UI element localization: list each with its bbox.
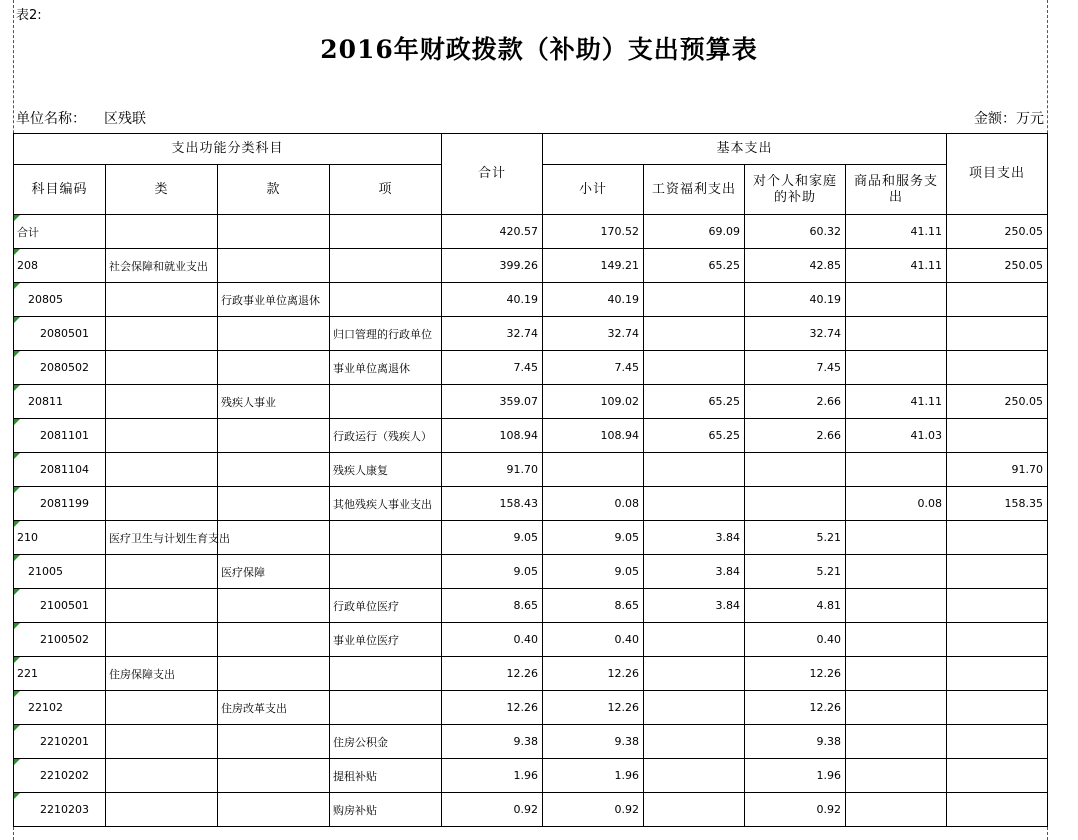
cell-total[interactable]: 8.65 <box>442 589 543 623</box>
table-row <box>14 453 1048 487</box>
cell-personal[interactable]: 12.26 <box>745 657 846 691</box>
cell-kuan[interactable] <box>218 657 330 691</box>
unit-info <box>16 108 146 128</box>
cell-code[interactable]: 2210201 <box>14 725 106 759</box>
cell-xiang[interactable]: 住房公积金 <box>330 725 442 759</box>
table-row <box>14 623 1048 657</box>
cell-wages[interactable] <box>644 657 745 691</box>
cell-xiang[interactable] <box>330 215 442 249</box>
cell-personal[interactable]: 60.32 <box>745 215 846 249</box>
cell-total[interactable]: 1.96 <box>442 759 543 793</box>
cell-code[interactable]: 21005 <box>14 555 106 589</box>
cell-xiang[interactable]: 事业单位医疗 <box>330 623 442 657</box>
cell-xiang[interactable]: 购房补贴 <box>330 793 442 827</box>
cell-total[interactable]: 9.05 <box>442 555 543 589</box>
header-subtotal: 小计 <box>543 165 644 215</box>
cell-xiang[interactable]: 提租补贴 <box>330 759 442 793</box>
cell-wages[interactable]: 3.84 <box>644 521 745 555</box>
cell-wages[interactable] <box>644 317 745 351</box>
cell-lei[interactable] <box>106 691 218 725</box>
cell-goods[interactable]: 41.11 <box>846 385 947 419</box>
cell-goods[interactable] <box>846 589 947 623</box>
cell-total[interactable]: 9.05 <box>442 521 543 555</box>
cell-project[interactable] <box>947 521 1048 555</box>
cell-goods[interactable] <box>846 521 947 555</box>
cell-goods[interactable] <box>846 657 947 691</box>
cell-wages[interactable]: 65.25 <box>644 419 745 453</box>
header-code: 科目编码 <box>14 165 106 215</box>
cell-subtotal[interactable] <box>543 453 644 487</box>
cell-project[interactable]: 250.05 <box>947 215 1048 249</box>
table-row <box>14 351 1048 385</box>
cell-personal[interactable]: 5.21 <box>745 521 846 555</box>
cell-total[interactable]: 32.74 <box>442 317 543 351</box>
cell-code[interactable]: 2081199 <box>14 487 106 521</box>
cell-personal[interactable]: 2.66 <box>745 419 846 453</box>
cell-goods[interactable]: 41.11 <box>846 215 947 249</box>
table-row <box>14 521 1048 555</box>
cell-personal[interactable]: 42.85 <box>745 249 846 283</box>
cell-wages[interactable] <box>644 453 745 487</box>
cell-project[interactable] <box>947 351 1048 385</box>
cell-xiang[interactable]: 归口管理的行政单位 <box>330 317 442 351</box>
cell-personal[interactable]: 0.40 <box>745 623 846 657</box>
cell-subtotal[interactable]: 12.26 <box>543 657 644 691</box>
cell-code[interactable]: 2081101 <box>14 419 106 453</box>
cell-kuan[interactable] <box>218 521 330 555</box>
cell-goods[interactable] <box>846 623 947 657</box>
cell-kuan[interactable] <box>218 487 330 521</box>
cell-kuan[interactable] <box>218 759 330 793</box>
cell-goods[interactable] <box>846 555 947 589</box>
cell-code[interactable]: 20811 <box>14 385 106 419</box>
unit-name: 区残联 <box>104 111 146 127</box>
cell-wages[interactable]: 65.25 <box>644 249 745 283</box>
cell-subtotal[interactable]: 1.96 <box>543 759 644 793</box>
table-row <box>14 691 1048 725</box>
cell-xiang[interactable] <box>330 249 442 283</box>
cell-xiang[interactable] <box>330 283 442 317</box>
cell-subtotal[interactable]: 0.92 <box>543 793 644 827</box>
cell-lei[interactable] <box>106 385 218 419</box>
cell-subtotal[interactable]: 7.45 <box>543 351 644 385</box>
cell-subtotal[interactable]: 170.52 <box>543 215 644 249</box>
cell-lei[interactable] <box>106 793 218 827</box>
cell-project[interactable] <box>947 725 1048 759</box>
cell-kuan[interactable] <box>218 419 330 453</box>
cell-total[interactable]: 399.26 <box>442 249 543 283</box>
cell-xiang[interactable] <box>330 657 442 691</box>
unit-label: 单位名称： <box>16 111 86 127</box>
cell-xiang[interactable] <box>330 555 442 589</box>
cell-total[interactable]: 12.26 <box>442 691 543 725</box>
cell-project[interactable] <box>947 623 1048 657</box>
cell-total[interactable]: 0.40 <box>442 623 543 657</box>
cell-goods[interactable]: 41.03 <box>846 419 947 453</box>
table-row <box>14 487 1048 521</box>
table-row <box>14 793 1048 827</box>
cell-lei[interactable] <box>106 725 218 759</box>
cell-wages[interactable] <box>644 283 745 317</box>
cell-goods[interactable] <box>846 453 947 487</box>
cell-code[interactable]: 208 <box>14 249 106 283</box>
cell-goods[interactable]: 41.11 <box>846 249 947 283</box>
cell-kuan[interactable]: 医疗保障 <box>218 555 330 589</box>
cell-personal[interactable]: 2.66 <box>745 385 846 419</box>
cell-project[interactable] <box>947 657 1048 691</box>
cell-project[interactable] <box>947 283 1048 317</box>
table-row <box>14 725 1048 759</box>
cell-lei[interactable] <box>106 283 218 317</box>
cell-personal[interactable]: 0.92 <box>745 793 846 827</box>
cell-kuan[interactable] <box>218 589 330 623</box>
cell-lei[interactable] <box>106 215 218 249</box>
cell-subtotal[interactable]: 40.19 <box>543 283 644 317</box>
table-row <box>14 657 1048 691</box>
cell-total[interactable]: 12.26 <box>442 657 543 691</box>
cell-xiang[interactable] <box>330 385 442 419</box>
table-row <box>14 589 1048 623</box>
cell-lei[interactable]: 医疗卫生与计划生育支出 <box>106 521 218 555</box>
cell-code[interactable]: 2100501 <box>14 589 106 623</box>
cell-personal[interactable]: 7.45 <box>745 351 846 385</box>
cell-total[interactable]: 0.92 <box>442 793 543 827</box>
table-row <box>14 385 1048 419</box>
cell-project[interactable] <box>947 793 1048 827</box>
cell-personal[interactable]: 9.38 <box>745 725 846 759</box>
cell-goods[interactable] <box>846 317 947 351</box>
table-row <box>14 249 1048 283</box>
cell-lei[interactable] <box>106 419 218 453</box>
cell-code[interactable]: 2100502 <box>14 623 106 657</box>
table-tag: 表2: <box>16 8 42 23</box>
cell-project[interactable] <box>947 419 1048 453</box>
cell-total[interactable]: 7.45 <box>442 351 543 385</box>
cell-subtotal[interactable]: 9.05 <box>543 555 644 589</box>
cell-wages[interactable] <box>644 725 745 759</box>
cell-goods[interactable] <box>846 759 947 793</box>
cell-code[interactable]: 22102 <box>14 691 106 725</box>
cell-project[interactable]: 250.05 <box>947 385 1048 419</box>
header-kuan: 款 <box>218 165 330 215</box>
cell-wages[interactable] <box>644 487 745 521</box>
cell-kuan[interactable] <box>218 215 330 249</box>
cell-personal[interactable] <box>745 487 846 521</box>
cell-kuan[interactable] <box>218 793 330 827</box>
table-row <box>14 215 1048 249</box>
cell-subtotal[interactable]: 8.65 <box>543 589 644 623</box>
cell-lei[interactable] <box>106 351 218 385</box>
cell-goods[interactable]: 0.08 <box>846 487 947 521</box>
cell-lei[interactable] <box>106 317 218 351</box>
cell-xiang[interactable]: 残疾人康复 <box>330 453 442 487</box>
cell-lei[interactable] <box>106 759 218 793</box>
cell-kuan[interactable] <box>218 317 330 351</box>
cell-goods[interactable] <box>846 351 947 385</box>
cell-code[interactable]: 2080502 <box>14 351 106 385</box>
header-xiang: 项 <box>330 165 442 215</box>
cell-wages[interactable] <box>644 351 745 385</box>
cell-project[interactable] <box>947 759 1048 793</box>
cell-goods[interactable] <box>846 691 947 725</box>
cell-lei[interactable] <box>106 453 218 487</box>
cell-personal[interactable] <box>745 453 846 487</box>
cell-lei[interactable]: 住房保障支出 <box>106 657 218 691</box>
cell-wages[interactable]: 65.25 <box>644 385 745 419</box>
cell-code[interactable]: 2210203 <box>14 793 106 827</box>
table-row <box>14 283 1048 317</box>
cell-xiang[interactable] <box>330 691 442 725</box>
cell-code[interactable]: 合计 <box>14 215 106 249</box>
cell-total[interactable]: 420.57 <box>442 215 543 249</box>
cell-kuan[interactable]: 残疾人事业 <box>218 385 330 419</box>
header-total: 合计 <box>442 134 543 215</box>
cell-wages[interactable]: 3.84 <box>644 589 745 623</box>
cell-wages[interactable]: 69.09 <box>644 215 745 249</box>
cell-xiang[interactable]: 行政单位医疗 <box>330 589 442 623</box>
cell-kuan[interactable] <box>218 351 330 385</box>
cell-total[interactable]: 158.43 <box>442 487 543 521</box>
cell-personal[interactable]: 4.81 <box>745 589 846 623</box>
header-personal: 对个人和家庭的补助 <box>745 165 846 215</box>
cell-subtotal[interactable]: 109.02 <box>543 385 644 419</box>
cell-project[interactable] <box>947 691 1048 725</box>
cell-kuan[interactable] <box>218 725 330 759</box>
cell-code[interactable]: 2081104 <box>14 453 106 487</box>
header-goods: 商品和服务支出 <box>846 165 947 215</box>
header-lei: 类 <box>106 165 218 215</box>
cell-xiang[interactable]: 事业单位离退休 <box>330 351 442 385</box>
cell-kuan[interactable]: 住房改革支出 <box>218 691 330 725</box>
cell-personal[interactable]: 40.19 <box>745 283 846 317</box>
cell-kuan[interactable]: 行政事业单位离退休 <box>218 283 330 317</box>
cell-wages[interactable]: 3.84 <box>644 555 745 589</box>
cell-total[interactable]: 40.19 <box>442 283 543 317</box>
cell-kuan[interactable] <box>218 623 330 657</box>
cell-subtotal[interactable]: 0.40 <box>543 623 644 657</box>
cell-personal[interactable]: 32.74 <box>745 317 846 351</box>
cell-lei[interactable] <box>106 623 218 657</box>
cell-xiang[interactable]: 行政运行（残疾人） <box>330 419 442 453</box>
table-row <box>14 419 1048 453</box>
cell-lei[interactable] <box>106 487 218 521</box>
cell-xiang[interactable] <box>330 521 442 555</box>
cell-subtotal[interactable]: 108.94 <box>543 419 644 453</box>
header-row-1 <box>14 134 1048 165</box>
header-basic-group: 基本支出 <box>543 134 947 165</box>
cell-goods[interactable] <box>846 793 947 827</box>
cell-code[interactable]: 221 <box>14 657 106 691</box>
cell-total[interactable]: 91.70 <box>442 453 543 487</box>
table-row <box>14 555 1048 589</box>
cell-code[interactable]: 2210202 <box>14 759 106 793</box>
cell-subtotal[interactable]: 0.08 <box>543 487 644 521</box>
cell-project[interactable] <box>947 317 1048 351</box>
budget-table <box>13 133 1048 827</box>
table-row <box>14 317 1048 351</box>
cell-subtotal[interactable]: 9.05 <box>543 521 644 555</box>
cell-lei[interactable] <box>106 555 218 589</box>
cell-wages[interactable] <box>644 793 745 827</box>
header-func-group: 支出功能分类科目 <box>14 134 442 165</box>
cell-wages[interactable] <box>644 691 745 725</box>
header-project: 项目支出 <box>947 134 1048 215</box>
cell-goods[interactable] <box>846 725 947 759</box>
cell-wages[interactable] <box>644 759 745 793</box>
cell-lei[interactable]: 社会保障和就业支出 <box>106 249 218 283</box>
cell-personal[interactable]: 1.96 <box>745 759 846 793</box>
amount-unit: 金额：万元 <box>974 111 1044 127</box>
cell-project[interactable]: 158.35 <box>947 487 1048 521</box>
cell-code[interactable]: 2080501 <box>14 317 106 351</box>
cell-code[interactable]: 20805 <box>14 283 106 317</box>
cell-subtotal[interactable]: 12.26 <box>543 691 644 725</box>
cell-project[interactable] <box>947 555 1048 589</box>
cell-total[interactable]: 359.07 <box>442 385 543 419</box>
cell-project[interactable] <box>947 589 1048 623</box>
cell-subtotal[interactable]: 32.74 <box>543 317 644 351</box>
table-row <box>14 759 1048 793</box>
cell-project[interactable]: 250.05 <box>947 249 1048 283</box>
cell-goods[interactable] <box>846 283 947 317</box>
cell-lei[interactable] <box>106 589 218 623</box>
cell-xiang[interactable]: 其他残疾人事业支出 <box>330 487 442 521</box>
cell-kuan[interactable] <box>218 453 330 487</box>
cell-project[interactable]: 91.70 <box>947 453 1048 487</box>
cell-subtotal[interactable]: 149.21 <box>543 249 644 283</box>
cell-wages[interactable] <box>644 623 745 657</box>
cell-subtotal[interactable]: 9.38 <box>543 725 644 759</box>
cell-total[interactable]: 9.38 <box>442 725 543 759</box>
cell-total[interactable]: 108.94 <box>442 419 543 453</box>
cell-personal[interactable]: 12.26 <box>745 691 846 725</box>
header-wages: 工资福利支出 <box>644 165 745 215</box>
cell-code[interactable]: 210 <box>14 521 106 555</box>
cell-personal[interactable]: 5.21 <box>745 555 846 589</box>
cell-kuan[interactable] <box>218 249 330 283</box>
page-title: 2016年财政拨款（补助）支出预算表 <box>320 35 758 64</box>
